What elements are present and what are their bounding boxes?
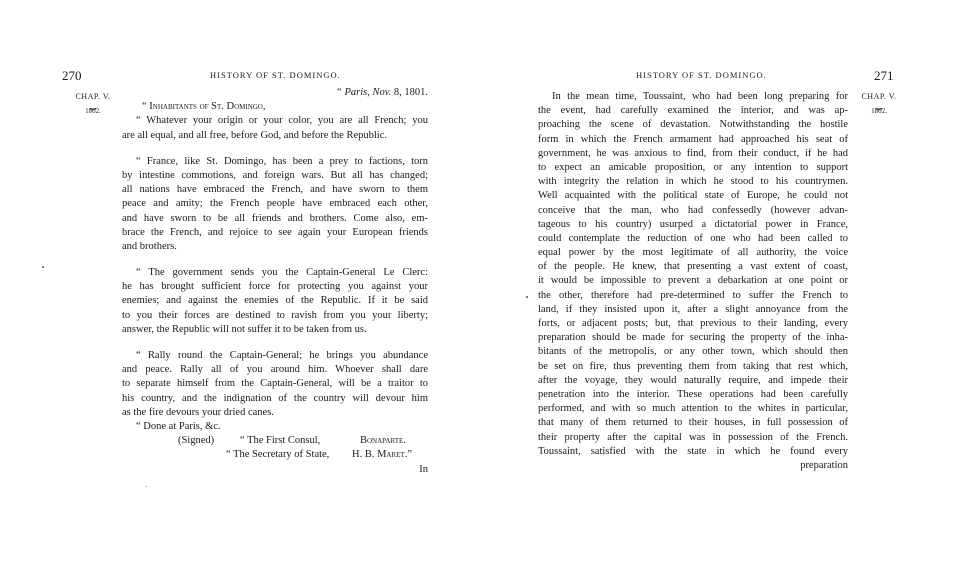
left-page	[0, 0, 470, 571]
text-line: to expect an amicable proposition, or any intention to support	[538, 161, 848, 173]
running-head: HISTORY OF ST. DOMINGO.	[636, 70, 767, 80]
text-line: all nations have embraced the French, and have sworn to them	[122, 184, 428, 196]
paper-speck	[42, 266, 44, 268]
text-line: the other, therefore had pre-determined to suffer the French to	[538, 289, 848, 301]
catchword: preparation	[800, 459, 848, 471]
right-page	[500, 0, 980, 571]
paper-speck	[146, 486, 147, 487]
text-line: answer, the Republic will not suffer it to be taken from us.	[122, 323, 367, 335]
text-line: and have sworn to be all friends and brothers. Come also, em-	[122, 212, 428, 224]
chapter-margin-note	[854, 92, 904, 115]
signature-line-1	[122, 434, 428, 448]
text-line: are all equal, and all free, before God, and before the Republic.	[122, 129, 388, 141]
text-line: “ Rally round the Captain-General; he brings you abundance	[136, 350, 428, 361]
text-line: brace the French, and rejoice to see again your European friends	[122, 226, 428, 238]
text-line: it would be impossible to prevent a debarkation at one point or	[538, 275, 848, 287]
brace-icon: ⏟	[875, 98, 883, 110]
page-number: 270	[62, 68, 82, 83]
text-line: penetration into the interior. These operations had been carefully	[538, 388, 848, 400]
secretary-title: “ The Secretary of State,	[226, 449, 330, 461]
text-line: by intestine commotions, and foreign wars. But all has changed;	[122, 169, 428, 181]
text-line: their property after the capital was in possession of the French.	[538, 431, 848, 443]
text-line: that many of them returned to their houses, in full possession of	[538, 417, 848, 429]
dateline-date: 8, 1801.	[391, 87, 428, 98]
text-line: “ France, like St. Domingo, has been a prey to factions, torn	[136, 155, 428, 167]
consul-name: Bonaparte.	[360, 435, 406, 447]
chapter-margin-note	[68, 92, 118, 115]
chapter-label: CHAP. V.	[75, 92, 111, 101]
text-line: form in which the French armament had approached his seat of	[538, 133, 848, 145]
text-line: tageous to his country) usurped a dictatorial power in France,	[538, 218, 848, 230]
catchword: In	[419, 463, 428, 475]
text-line: forts, or adjacent posts; but, that previous to their landing, every	[538, 318, 848, 329]
text-line: equal power by the most legitimate of all authority, the voice	[538, 247, 848, 259]
signature-line-2	[122, 448, 428, 462]
dateline-city: “ Paris, Nov.	[336, 87, 392, 98]
text-line: proaching the scene of devastation. Notwithstanding the hostile	[538, 119, 848, 131]
text-line: bitants of the metropolis, or any other town, which should then	[538, 346, 848, 358]
text-line: Toussaint, satisfied with the state in which he found every	[538, 445, 848, 457]
year-label: 1802.	[871, 107, 887, 115]
text-line: peace and amity; the French people have embraced each other,	[122, 198, 428, 210]
text-line: be set on fire, thus preventing them from taking that rest which,	[538, 360, 848, 372]
dateline	[122, 86, 428, 100]
text-line: preparation should be made for securing the property of the inha-	[538, 332, 848, 344]
text-line: he has brought sufficient force for protecting you against your	[122, 281, 428, 293]
text-line: Well acquainted with the political state of Europe, he could not	[538, 190, 848, 202]
secretary-name: H. B. Maret.”	[352, 449, 412, 461]
text-line: and peace. Rally all of you around him. Whoever shall dare	[122, 364, 428, 376]
text-line: to you their forces are destined to ravish from you your liberty;	[122, 309, 428, 321]
text-line: of the people. He knew, that presenting a vast extent of coast,	[538, 261, 848, 273]
narrative-text	[538, 90, 848, 473]
text-line: his country, and the indignation of the country will devour him	[122, 392, 428, 404]
text-line: “ Whatever your origin or your color, you are all French; you	[136, 115, 428, 127]
signed-label: (Signed)	[178, 435, 215, 447]
text-line: as the fire devours your dried canes.	[122, 406, 274, 418]
text-line: In the mean time, Toussaint, who had been long preparing for	[552, 91, 848, 102]
text-line: “ Done at Paris, &c.	[136, 420, 221, 432]
letter-text	[122, 86, 428, 477]
text-line: the event, had carefully examined the interior, and was ap-	[538, 105, 848, 117]
consul-title: “ The First Consul,	[240, 435, 321, 447]
brace-icon: ⏟	[89, 98, 97, 110]
text-line: and brothers.	[122, 240, 177, 252]
text-line: enemies; and against the enemies of the Republic. If it be said	[122, 295, 428, 307]
text-line: “ The government sends you the Captain-General Le Clerc:	[136, 267, 428, 279]
text-line: after the voyage, they would naturally require, and impede their	[538, 374, 848, 386]
salutation: “ Inhabitants of St. Domingo,	[142, 101, 266, 113]
text-line: conceive that the man, who had confessedly (however advan-	[538, 204, 848, 216]
year-label: 1802.	[85, 107, 101, 115]
page-number: 271	[874, 68, 894, 83]
text-line: to separate himself from the Captain-General, will be a traitor to	[122, 378, 428, 390]
text-line: could contemplate the reduction of one who had been called to	[538, 232, 848, 244]
chapter-label: CHAP. V.	[861, 92, 897, 101]
paper-speck	[526, 296, 528, 298]
text-line: land, if they insisted upon it, after a slight annoyance from the	[538, 303, 848, 315]
text-line: performed, and with so much attention to the whites in particular,	[538, 403, 848, 415]
text-line: government, he was anxious to find, from their conduct, if he had	[538, 147, 848, 159]
text-line: with integrity the relation in which he stood to his countrymen.	[538, 176, 848, 188]
running-head: HISTORY OF ST. DOMINGO.	[210, 70, 341, 80]
